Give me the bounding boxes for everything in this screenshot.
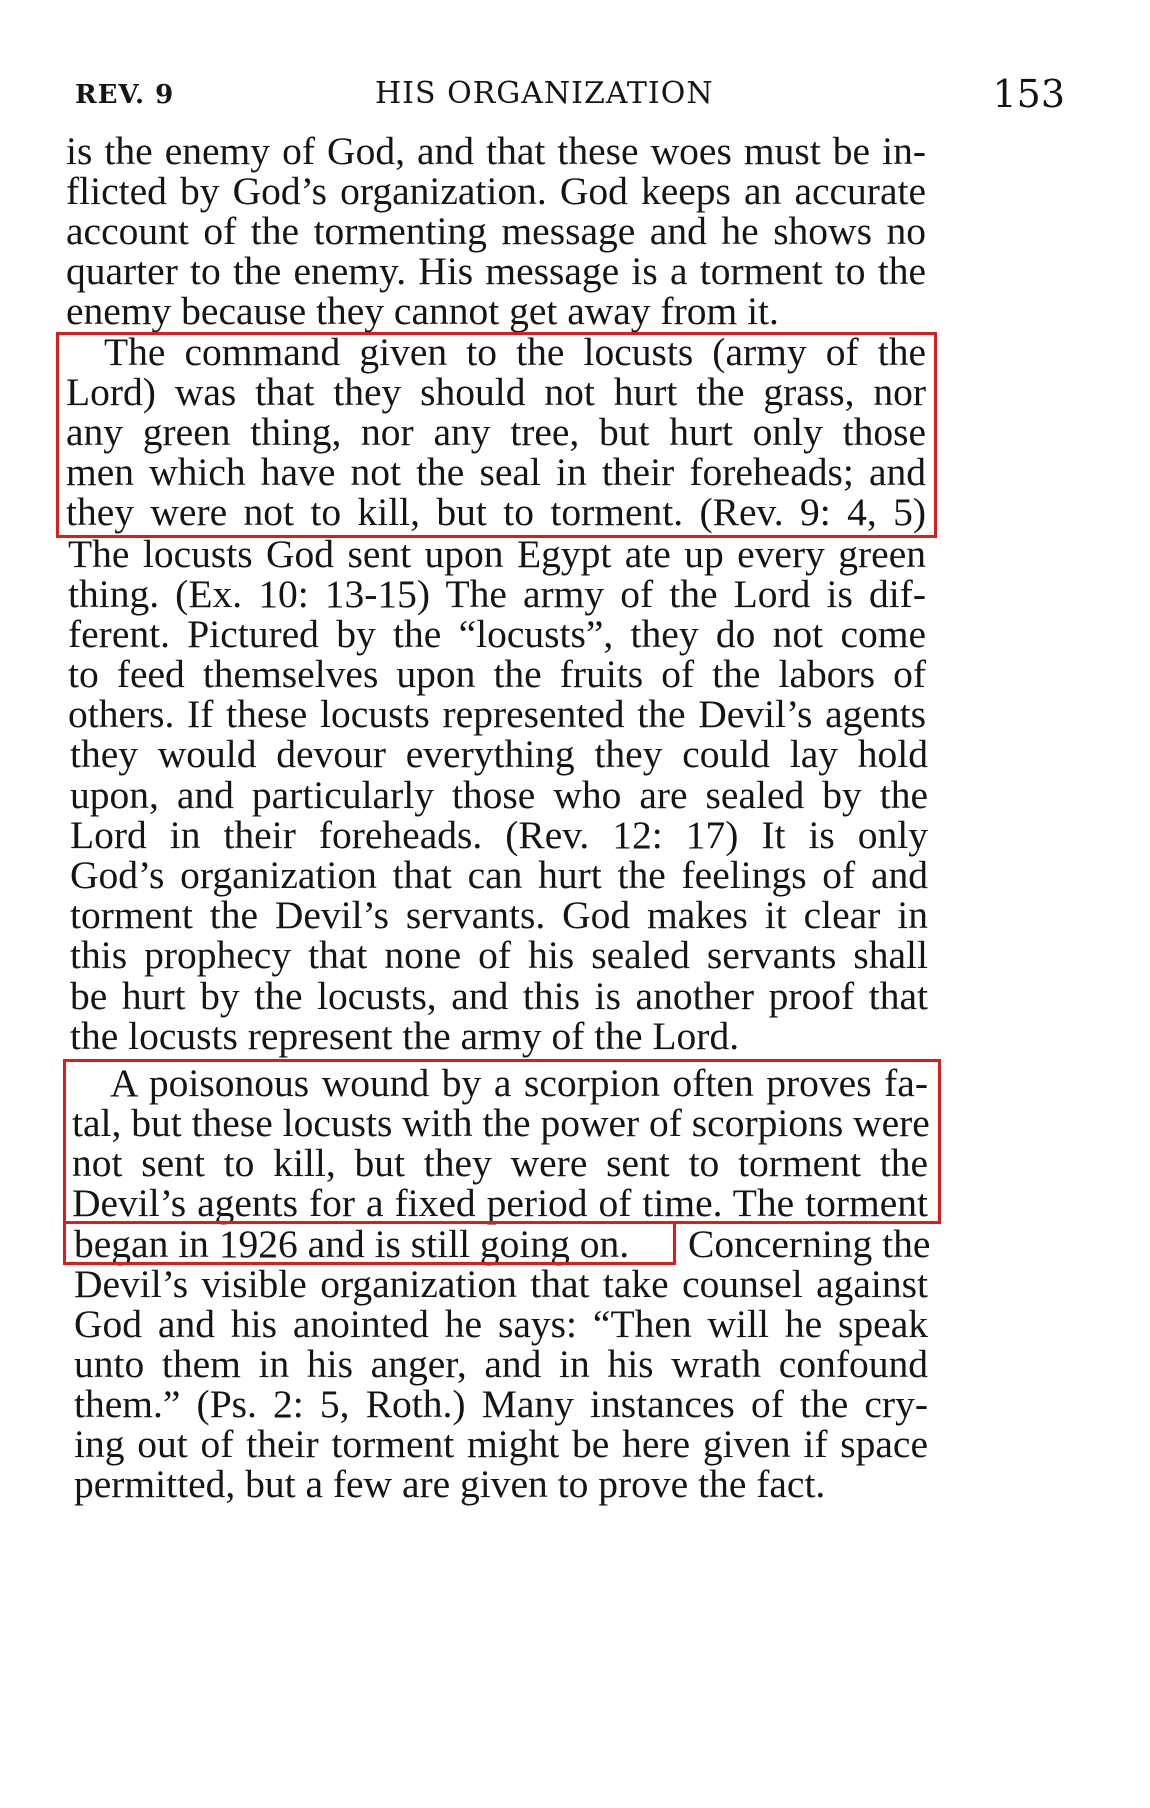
text-line: not sent to kill, but they were sent to torment the [72,1141,928,1185]
text-line: A poisonous wound by a scorpion often proves fa- [110,1061,928,1105]
text-line: God and his anointed he says: “Then will he speak [74,1302,928,1346]
text-line: is the enemy of God, and that these woes must be in- [66,129,926,173]
text-line: flicted by God’s organization. God keeps an accurate [66,169,926,213]
page-title: HIS ORGANIZATION [375,76,714,111]
text-line: The command given to the locusts (army of the [104,330,926,374]
text-line: others. If these locusts represented the Devil’s agents [68,692,926,736]
text-line: torment the Devil’s servants. God makes it clear in [70,893,928,937]
page-number: 153 [992,72,1065,116]
text-line: to feed themselves upon the fruits of the labors of [68,652,926,696]
text-line: account of the tormenting message and he shows no [66,209,926,253]
text-line: thing. (Ex. 10: 13-15) The army of the Lord is dif- [68,572,926,616]
highlight-box-top [56,332,937,538]
text-line: unto them in his anger, and in his wrath confound [74,1342,928,1386]
text-line: this prophecy that none of his sealed servants shall [70,933,928,977]
text-line: quarter to the enemy. His message is a torment to the [66,249,926,293]
text-line: Concerning the [688,1222,931,1266]
text-line: they were not to kill, but to torment. (Rev. 9: 4, 5) [66,490,926,534]
text-line: men which have not the seal in their foreheads; and [66,450,926,494]
text-line: them.” (Ps. 2: 5, Roth.) Many instances of the cry- [74,1382,928,1426]
text-line: upon, and particularly those who are sealed by the [70,773,928,817]
text-line: ing out of their torment might be here given if space [74,1422,928,1466]
text-line: permitted, but a few are given to prove the fact. [74,1462,826,1506]
text-line: Devil’s visible organization that take counsel against [74,1262,928,1306]
text-line: ferent. Pictured by the “locusts”, they do not come [68,612,926,656]
text-line: began in 1926 and is still going on. [74,1222,630,1266]
text-line: Lord) was that they should not hurt the grass, nor [66,370,926,414]
text-line: Devil’s agents for a fixed period of time. The torment [72,1181,928,1225]
highlight-box-bottom-main [63,1059,941,1224]
running-head [75,70,1075,120]
highlight-box-bottom-tail [63,1221,676,1265]
text-line: enemy because they cannot get away from it. [66,289,779,333]
text-line: they would devour everything they could lay hold [70,732,928,776]
text-line: The locusts God sent upon Egypt ate up every green [68,532,926,576]
text-line: Lord in their foreheads. (Rev. 12: 17) It is only [70,813,928,857]
text-line: God’s organization that can hurt the feelings of and [70,853,928,897]
text-line: the locusts represent the army of the Lord. [70,1014,740,1058]
text-line: any green thing, nor any tree, but hurt only those [66,410,926,454]
text-line: be hurt by the locusts, and this is another proof that [70,974,928,1018]
chapter-reference: REV. 9 [75,80,175,110]
text-line: tal, but these locusts with the power of scorpions were [72,1101,930,1145]
